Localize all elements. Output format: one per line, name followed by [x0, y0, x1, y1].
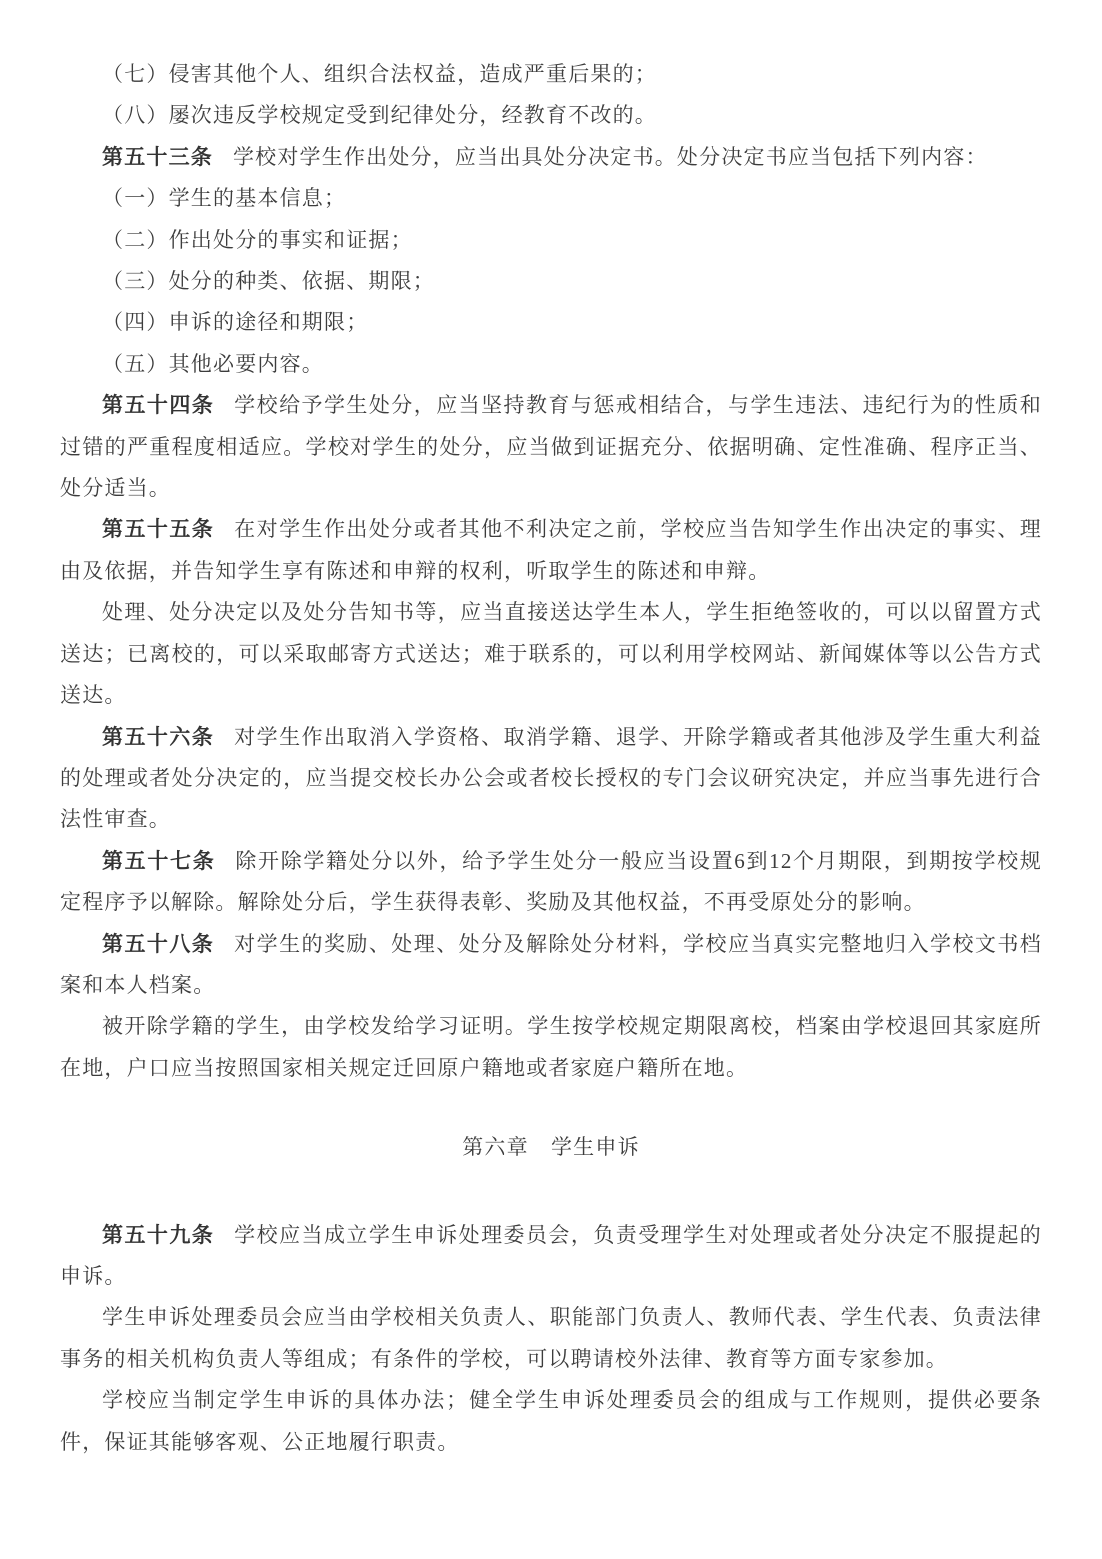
list-item-paragraph: （四）申诉的途径和期限； — [102, 310, 369, 335]
article-number: 第五十八条 — [102, 931, 215, 956]
article-number: 第五十四条 — [102, 393, 215, 418]
article-number: 第五十六条 — [102, 724, 215, 749]
list-item-paragraph: （二）作出处分的事实和证据； — [102, 227, 413, 252]
list-item-paragraph: （三）处分的种类、依据、期限； — [102, 269, 435, 294]
article-paragraph — [60, 1215, 1042, 1298]
body-paragraph: 被开除学籍的学生，由学校发给学习证明。学生按学校规定期限离校，档案由学校退回其家庭所在地，户口应当按照国家相关规定迁回原户籍地或者家庭户籍所在地。 — [60, 1014, 1042, 1080]
article-paragraph — [60, 924, 1042, 1007]
article-text: 学校应当成立学生申诉处理委员会，负责受理学生对处理或者处分决定不服提起的申诉。 — [60, 1222, 1042, 1288]
article-text: 在对学生作出处分或者其他不利决定之前，学校应当告知学生作出决定的事实、理由及依据，并告知学生享有陈述和申辩的权利，听取学生的陈述和申辩。 — [60, 517, 1042, 583]
article-paragraph — [60, 717, 1042, 841]
list-item-paragraph: （一）学生的基本信息； — [102, 186, 347, 211]
article-text: 学校对学生作出处分，应当出具处分决定书。处分决定书应当包括下列内容： — [232, 144, 988, 169]
body-paragraph: 学生申诉处理委员会应当由学校相关负责人、职能部门负责人、教师代表、学生代表、负责法律事务的相关机构负责人等组成；有条件的学校，可以聘请校外法律、教育等方面专家参加。 — [60, 1305, 1042, 1371]
article-number: 第五十九条 — [102, 1222, 215, 1247]
article-text: 学校给予学生处分，应当坚持教育与惩戒相结合，与学生违法、违纪行为的性质和过错的严重程度相适应。学校对学生的处分，应当做到证据充分、依据明确、定性准确、程序正当、处分适当。 — [60, 393, 1042, 501]
list-item-paragraph: （七）侵害其他个人、组织合法权益，造成严重后果的； — [102, 62, 657, 86]
article-paragraph — [60, 509, 1042, 592]
article-text: 对学生的奖励、处理、处分及解除处分材料，学校应当真实完整地归入学校文书档案和本人档案。 — [60, 931, 1042, 997]
article-text: 除开除学籍处分以外，给予学生处分一般应当设置6到12个月期限，到期按学校规定程序予以解除。解除处分后，学生获得表彰、奖励及其他权益，不再受原处分的影响。 — [60, 848, 1043, 915]
list-item-paragraph: （五）其他必要内容。 — [102, 351, 324, 376]
article-number: 第五十七条 — [102, 848, 216, 873]
article-text: 对学生作出取消入学资格、取消学籍、退学、开除学籍或者其他涉及学生重大利益的处理或者处分决定的，应当提交校长办公会或者校长授权的专门会议研究决定，并应当事先进行合法性审查。 — [60, 724, 1042, 832]
chapter-heading: 第六章 学生申诉 — [462, 1135, 640, 1160]
list-item-paragraph: （八）屡次违反学校规定受到纪律处分，经教育不改的。 — [102, 103, 657, 128]
body-paragraph: 学校应当制定学生申诉的具体办法；健全学生申诉处理委员会的组成与工作规则，提供必要条件，保证其能够客观、公正地履行职责。 — [60, 1388, 1042, 1454]
article-paragraph — [60, 137, 1042, 178]
article-paragraph — [60, 385, 1042, 509]
body-paragraph: 处理、处分决定以及处分告知书等，应当直接送达学生本人，学生拒绝签收的，可以以留置方式送达；已离校的，可以采取邮寄方式送达；难于联系的，可以利用学校网站、新闻媒体等以公告方式送达。 — [60, 600, 1042, 708]
article-paragraph — [60, 841, 1042, 924]
article-number: 第五十三条 — [102, 144, 213, 169]
document-body — [60, 54, 1042, 1463]
article-number: 第五十五条 — [102, 517, 215, 542]
